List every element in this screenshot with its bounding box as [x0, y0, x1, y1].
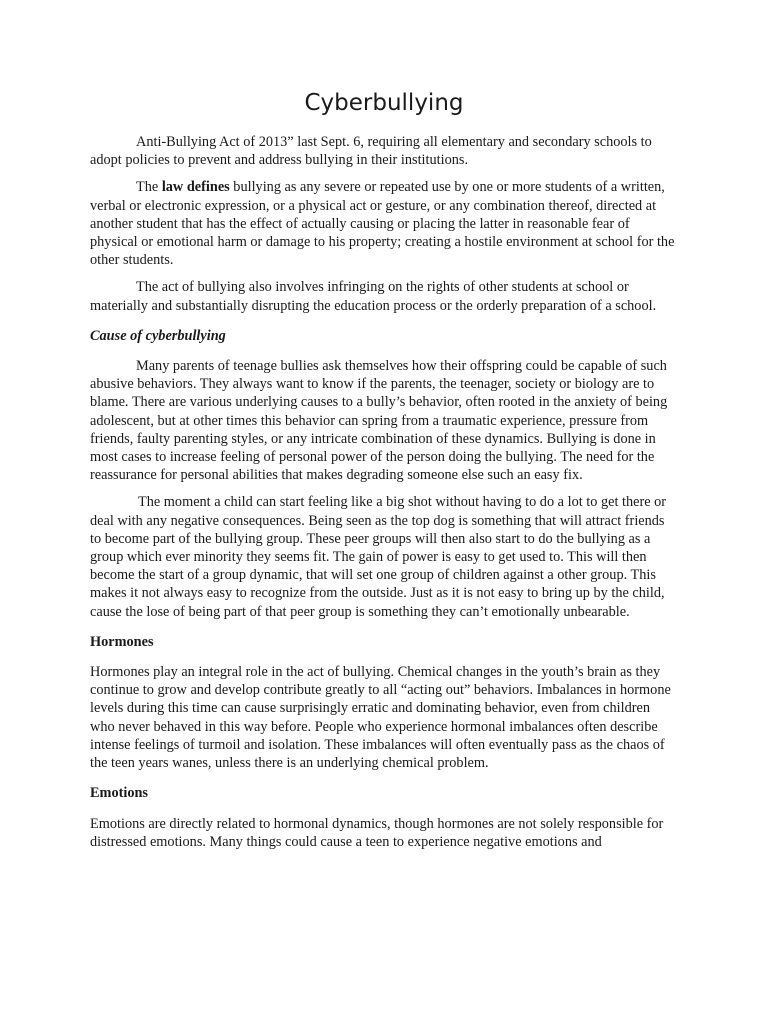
paragraph-big-shot: The moment a child can start feeling like a big shot without having to do a lot to get there or deal with any negative consequences. Being seen as the top dog is something that will attract friends to become part of the bullying group. These peer groups will then also start to do the bullying as a group which ever minority they seems fit. The gain of power is easy to get used to. This will then become the start of a group dynamic, that will set one group of children against a other group. This makes it not always easy to recognize from the outside. Just as it is not easy to bring up by the child, cause the lose of being part of that peer group is something they can’t emotionally unbearable. [90, 494, 667, 620]
document-body [90, 133, 676, 860]
paragraph-act-of-bullying: The act of bullying also involves infringing on the rights of other students at school or materially and substantially disrupting the education process or the orderly preparation of a school. [90, 279, 657, 314]
law-defines-bold: law defines [161, 179, 230, 196]
paragraph-intro: Anti-Bullying Act of 2013” last Sept. 6, requiring all elementary and secondary schools to adopt policies to prevent and address bullying in their institutions. [90, 134, 652, 169]
law-lead-text: The [136, 179, 162, 196]
heading-emotions: Emotions [90, 785, 148, 802]
paragraph-emotions: Emotions are directly related to hormonal dynamics, though hormones are not solely responsible for distressed emotions. Many things could cause a teen to experience negative emotions and [90, 815, 664, 850]
paragraph-causes: Many parents of teenage bullies ask themselves how their offspring could be capable of such abusive behaviors. They always want to know if the parents, the teenager, society or biology are to blame. There are various underlying causes to a bully’s behavior, often rooted in the anxiety of being adolescent, but at other times this behavior can spring from a traumatic experience, pressure from friends, faulty parenting styles, or any intricate combination of these dynamics. Bullying is done in most cases to increase feeling of personal power of the person doing the bullying. The need for the reassurance for personal abilities that makes degrading someone else such an easy fix. [90, 358, 668, 484]
heading-hormones: Hormones [90, 633, 154, 650]
page-title: Cyberbullying [304, 90, 464, 116]
paragraph-law-definition [90, 178, 676, 269]
law-definition-text: bullying as any severe or repeated use by one or more students of a written, verbal or electronic expression, or a physical act or gesture, or any combination thereof, directed at another student that has the effect of actually causing or placing the latter in reasonable fear of physical or emotional harm or damage to his property; creating a hostile environment at school for the other students. [90, 179, 675, 269]
heading-cause-of-cyberbullying: Cause of cyberbullying [90, 327, 226, 344]
paragraph-hormones: Hormones play an integral role in the act of bullying. Chemical changes in the youth’s brain as they continue to grow and develop contribute greatly to all “acting out” behaviors. Imbalances in hormone levels during this time can cause surprisingly erratic and dominating behavior, even from children who never behaved in this way before. People who experience hormonal imbalances often describe intense feelings of turmoil and isolation. These imbalances will often eventually pass as the chaos of the teen years wanes, unless there is an underlying chemical problem. [90, 664, 671, 772]
